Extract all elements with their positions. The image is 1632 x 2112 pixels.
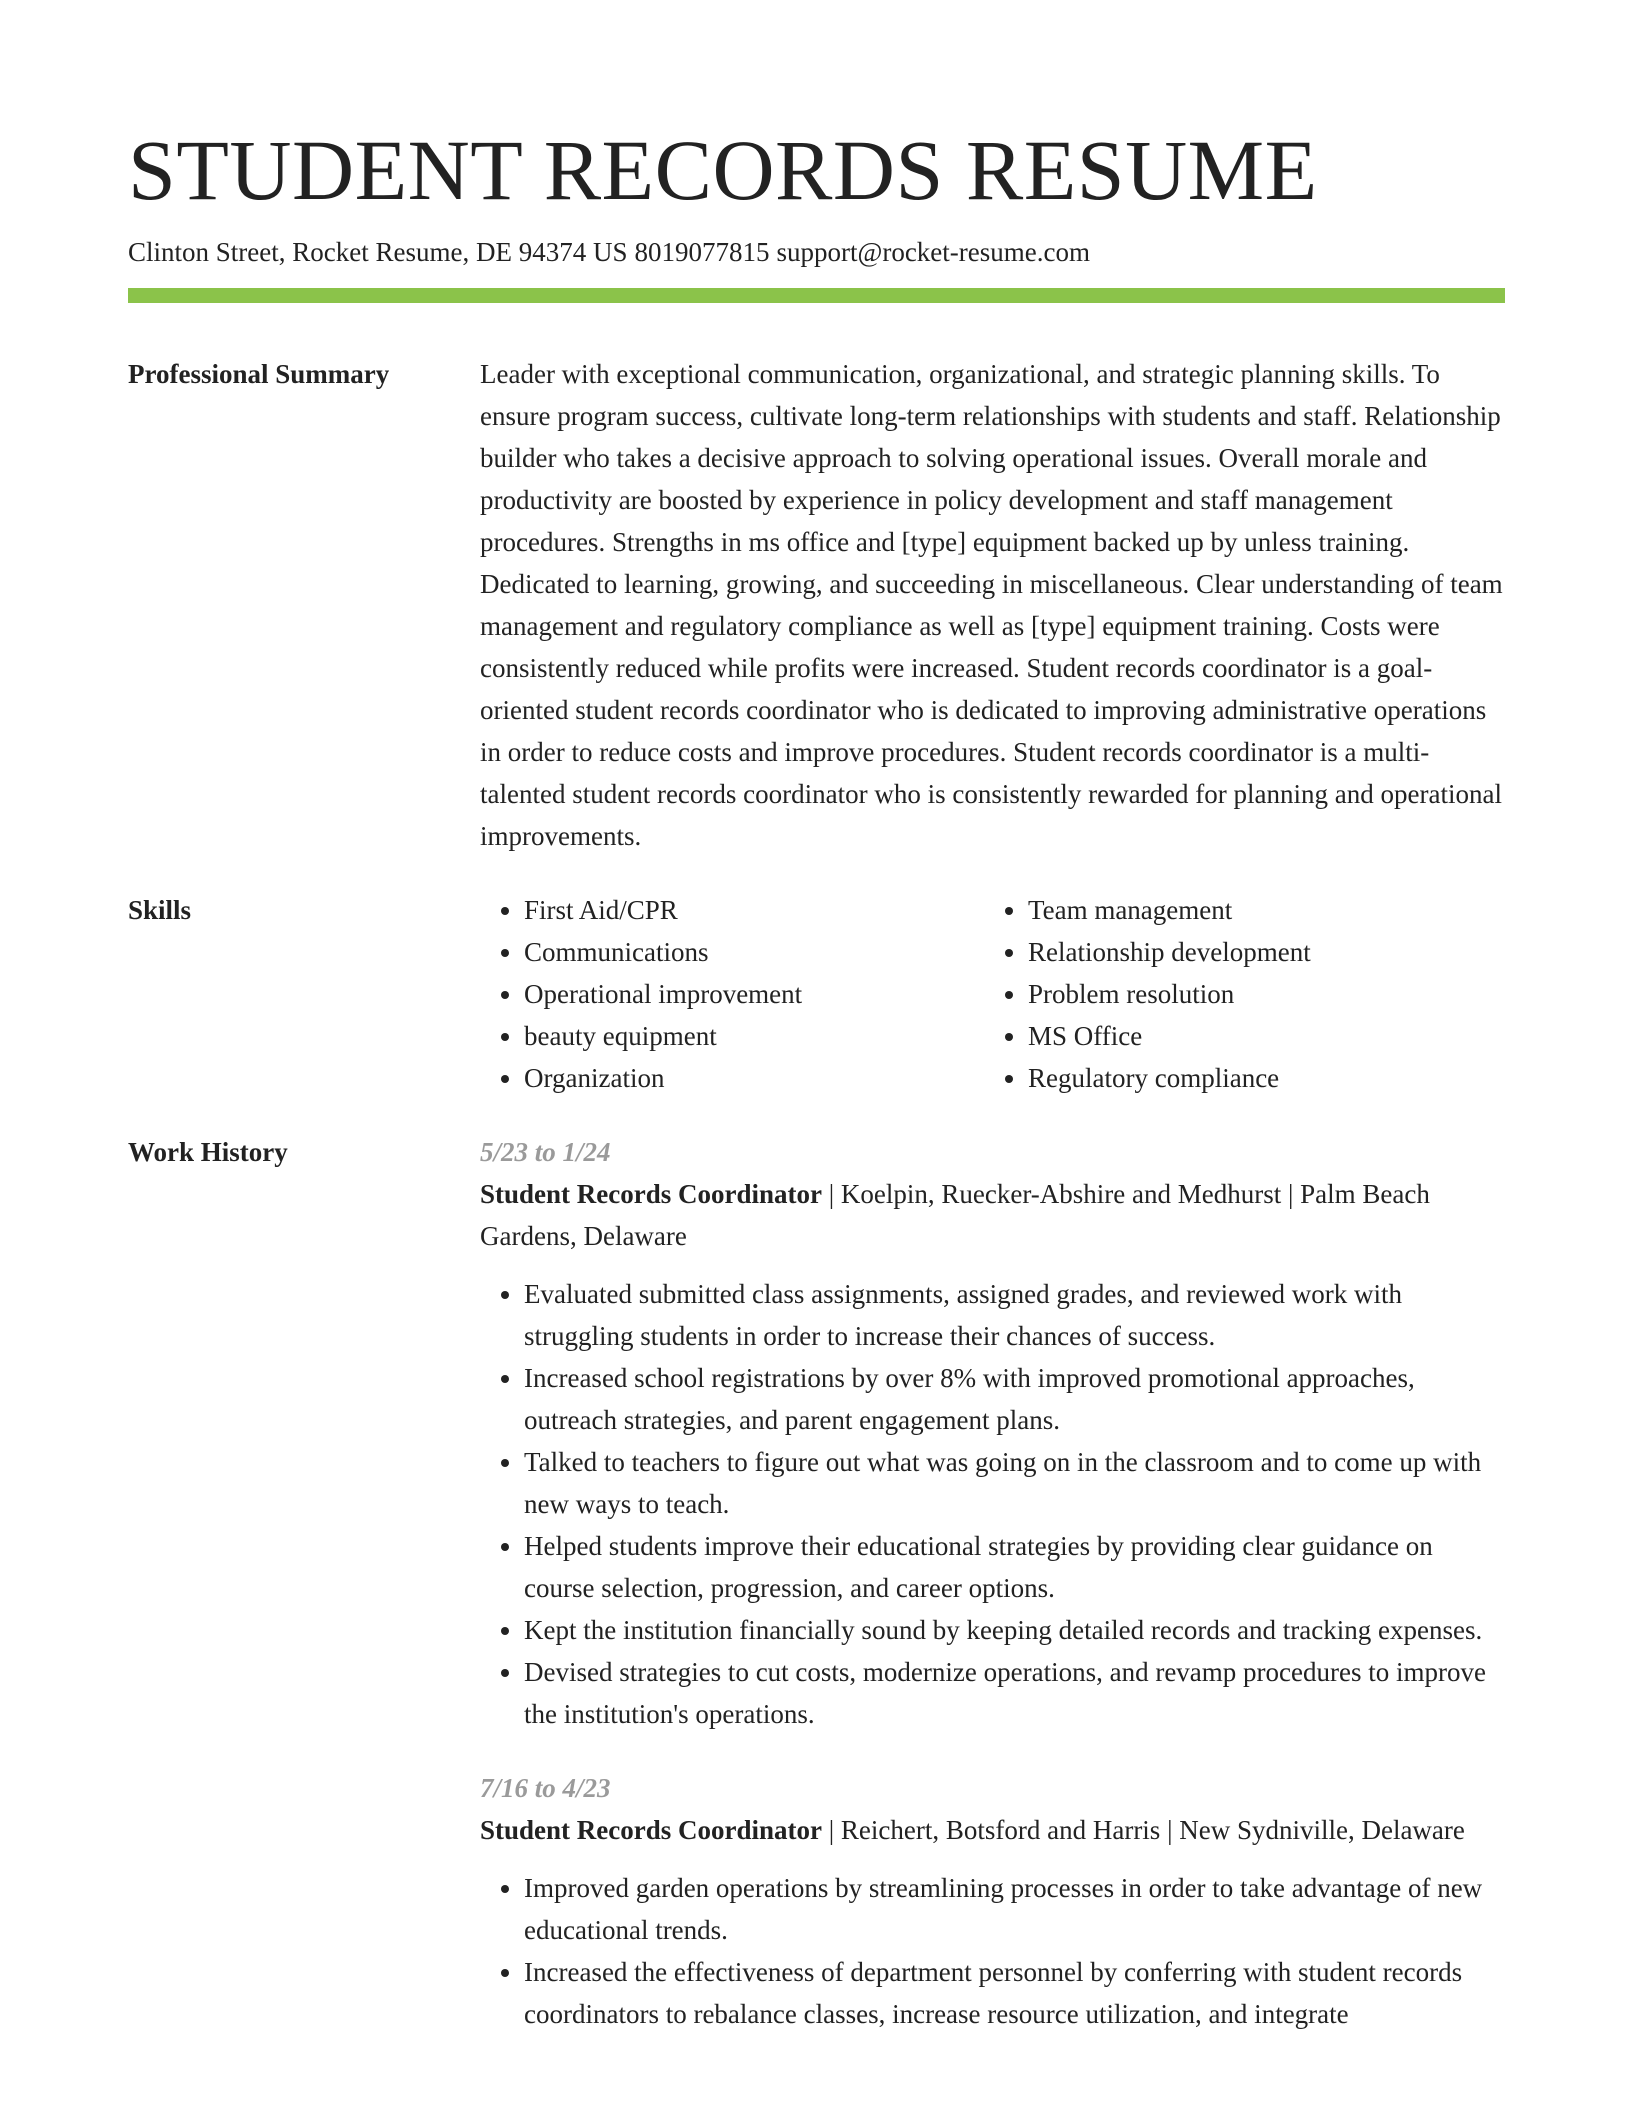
skill-item: • Organization <box>524 1057 984 1099</box>
skills-heading: Skills <box>128 895 192 925</box>
job-bullet: • Talked to teachers to figure out what was going on in the classroom and to come up with new ways to teach. <box>524 1441 1505 1525</box>
skills-column-right <box>984 889 1488 1099</box>
skill-item: • Regulatory compliance <box>1028 1057 1488 1099</box>
skill-item: • MS Office <box>1028 1015 1488 1057</box>
summary-text: Leader with exceptional communication, organizational, and strategic planning skills. To ensure program success, cultivate long-term relationships with students and staff. Relationship builder who takes a decisive approach to solving operational issues. Overall morale and productivity are boosted by experience in policy development and staff management procedures. Strengths in ms office and [type] equipment backed up by unless training. Dedicated to learning, growing, and succeeding in miscellaneous. Clear understanding of team management and regulatory compliance as well as [type] equipment training. Costs were consistently reduced while profits were increased. Student records coordinator is a goal-oriented student records coordinator who is dedicated to improving administrative operations in order to reduce costs and improve procedures. Student records coordinator is a multi-talented student records coordinator who is consistently rewarded for planning and operational improvements. <box>480 359 1503 851</box>
skill-item: • Operational improvement <box>524 973 984 1015</box>
contact-address: Clinton Street, Rocket Resume, DE 94374 US <box>128 237 628 267</box>
skill-item: • First Aid/CPR <box>524 889 984 931</box>
work-history-section <box>128 1131 1505 2035</box>
skill-item: • Relationship development <box>1028 931 1488 973</box>
job-entry <box>480 1131 1505 1735</box>
job-bullet: • Helped students improve their educational strategies by providing clear guidance on course selection, progression, and career options. <box>524 1525 1505 1609</box>
job-employer-location: | Koelpin, Ruecker-Abshire and Medhurst | Palm Beach Gardens, Delaware <box>480 1179 1430 1251</box>
job-bullet: • Improved garden operations by streamlining processes in order to take advantage of new educational trends. <box>524 1867 1505 1951</box>
job-bullet: • Increased school registrations by over 8% with improved promotional approaches, outreach strategies, and parent engagement plans. <box>524 1357 1505 1441</box>
job-employer-location: | Reichert, Botsford and Harris | New Sydniville, Delaware <box>822 1815 1465 1845</box>
job-bullet: • Increased the effectiveness of department personnel by conferring with student records coordinators to rebalance classes, increase resource utilization, and integrate <box>524 1951 1505 2035</box>
skills-section <box>128 889 1505 1099</box>
summary-heading: Professional Summary <box>128 359 390 389</box>
skills-column-left <box>480 889 984 1099</box>
job-bullets <box>480 1867 1505 2035</box>
job-bullet: • Devised strategies to cut costs, modernize operations, and revamp procedures to improve the institution's operations. <box>524 1651 1505 1735</box>
job-heading <box>480 1173 1505 1257</box>
contact-phone: 8019077815 <box>634 237 770 267</box>
job-title: Student Records Coordinator <box>480 1179 822 1209</box>
skill-item: • beauty equipment <box>524 1015 984 1057</box>
job-dates: 7/16 to 4/23 <box>480 1773 611 1803</box>
skills-list <box>480 889 1505 1099</box>
contact-line <box>128 234 1505 270</box>
resume-page <box>128 118 1505 2035</box>
job-bullets <box>480 1273 1505 1735</box>
job-title: Student Records Coordinator <box>480 1815 822 1845</box>
job-entry <box>480 1767 1505 2035</box>
summary-section <box>128 353 1505 857</box>
skill-item: • Team management <box>1028 889 1488 931</box>
work-history-heading: Work History <box>128 1137 288 1167</box>
job-bullet: • Kept the institution financially sound by keeping detailed records and tracking expenses. <box>524 1609 1505 1651</box>
contact-email: support@rocket-resume.com <box>776 237 1090 267</box>
header-divider <box>128 288 1505 303</box>
skill-item: • Problem resolution <box>1028 973 1488 1015</box>
work-history-list <box>480 1131 1505 2035</box>
job-dates: 5/23 to 1/24 <box>480 1137 611 1167</box>
job-heading <box>480 1809 1505 1851</box>
skill-item: • Communications <box>524 931 984 973</box>
job-bullet: • Evaluated submitted class assignments, assigned grades, and reviewed work with struggling students in order to increase their chances of success. <box>524 1273 1505 1357</box>
resume-title: STUDENT RECORDS RESUME <box>128 122 1318 218</box>
